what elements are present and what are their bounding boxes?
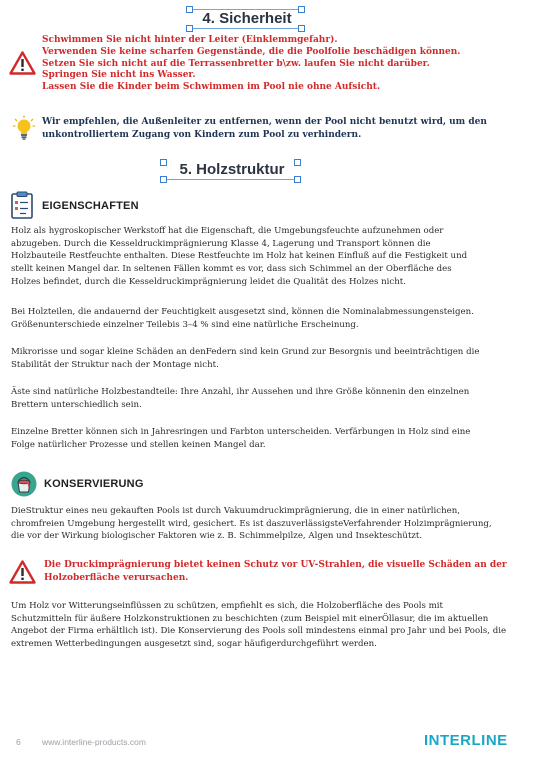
eigenschaften-paragraph-3: Mikrorisse und sogar kleine Schäden an denFedern sind kein Grund zur Besorgnis und beeinträchtigen die Stabilität der Struktur nach der Montage nicht. (11, 347, 480, 370)
tip-line: Wir empfehlen, die Außenleiter zu entfernen, wenn der Pool nicht benutzt wird, um den (42, 117, 487, 127)
clipboard-icon (11, 191, 33, 219)
eigenschaften-paragraph-4: Äste sind natürliche Holzbestandteile: Ihre Anzahl, ihr Aussehen und ihre Größe könnenin den einzelnen Brettern unterschiedlich sein. (11, 387, 470, 410)
warning-line: Schwimmen Sie nicht hinter der Leiter (Einklemmgefahr). (42, 35, 338, 45)
tip-line: unkontrolliertem Zugang von Kindern zum Pool zu verhindern. (42, 129, 362, 140)
warning-line: Lassen Sie die Kinder beim Schwimmen im Pool nie ohne Aufsicht. (42, 82, 381, 93)
brand-logo (424, 730, 508, 750)
konservierung-paragraph-1: DieStruktur eines neu gekauften Pools ist durch Vakuumdruckimprägnierung, die in einer natürlichen, chromfreien Umgebung hergestellt wird, gesichert. Es ist daszuverlässigsteVerfahrender Holzimprägnierung, die vor der Wirkung biologischer Faktoren wie z. B. Schimmelpilze, Algen und Insekteschützt. (11, 506, 492, 542)
uv-warning-text: Die Druckimprägnierung bietet keinen Schutz vor UV-Strahlen, die visuelle Schäden an der Holzoberfläche verursachen. (44, 560, 507, 583)
safety-warning-list (42, 35, 522, 94)
paint-bucket-icon (11, 471, 37, 497)
warning-line: Springen Sie nicht ins Wasser. (42, 70, 196, 81)
warning-line: Verwenden Sie keine scharfen Gegenstände, die die Poolfolie beschädigen können. (42, 46, 461, 57)
tip-text (42, 116, 522, 141)
eigenschaften-paragraph-2: Bei Holzteilen, die andauernd der Feuchtigkeit ausgesetzt sind, können die Nominalabmessungensteigen. Größenunterschiede einzelner Teilebis 3–4 % sind eine natürliche Erscheinung. (11, 307, 474, 330)
section-4-title-frame[interactable] (189, 9, 305, 31)
page-number: 6 (16, 737, 21, 747)
warning-icon (9, 51, 36, 75)
konservierung-heading: KONSERVIERUNG (44, 478, 144, 490)
eigenschaften-paragraph-5: Einzelne Bretter können sich in Jahresringen und Farbton unterscheiden. Verfärbungen in Holz sind eine Folge natürlicher Prozesse und stellen keinen Mangel dar. (11, 427, 471, 450)
warning-line: Setzen Sie sich nicht auf die Terrassenbretter b\zw. laufen Sie nicht darüber. (42, 58, 430, 69)
warning-icon (9, 560, 36, 584)
eigenschaften-paragraph-1: Holz als hygroskopischer Werkstoff hat die Eigenschaft, die Umgebungsfeuchte aufzunehmen oder abzugeben. Durch die Kesseldruckimprägnierung Klasse 4, Lagerung und Transport können die Holzbauteile Restfeuchte enthalten. Diese Restfeuchte im Holz hat keinen Einfluß auf die Festigkeit und stellt keinen Mangel dar. In seltenen Fällen kommt es vor, dass sich Schimmel an der Oberfläche des Holzes befindet, durch die Kesseldruckimprägnierung leidet die Qualität des Holzes nicht. (11, 226, 468, 287)
konservierung-paragraph-2: Um Holz vor Witterungseinflüssen zu schützen, empfiehlt es sich, die Holzoberfläche des Pools mit Schutzmitteln für äußere Holzkonstruktionen zu beschichten (zum Beispiel mit einerÖllasur, die im aktuellen Angebot der Firma erhältlich ist). Die Konservierung des Pools soll mindestens einmal pro Jahr und bei Pools, die extremen Wetterbedingungen ausgesetzt sind, sogar häufigerdurchgeführt werden. (11, 601, 507, 650)
section-4-title: 4. Sicherheit (202, 10, 292, 27)
website-link[interactable]: www.interline-products.com (42, 737, 146, 747)
eigenschaften-heading: EIGENSCHAFTEN (42, 200, 139, 212)
lightbulb-icon (13, 115, 35, 141)
brand-name: INTERLINE (424, 732, 508, 749)
section-5-title: 5. Holzstruktur (179, 161, 285, 178)
section-5-title-frame[interactable] (163, 161, 301, 183)
